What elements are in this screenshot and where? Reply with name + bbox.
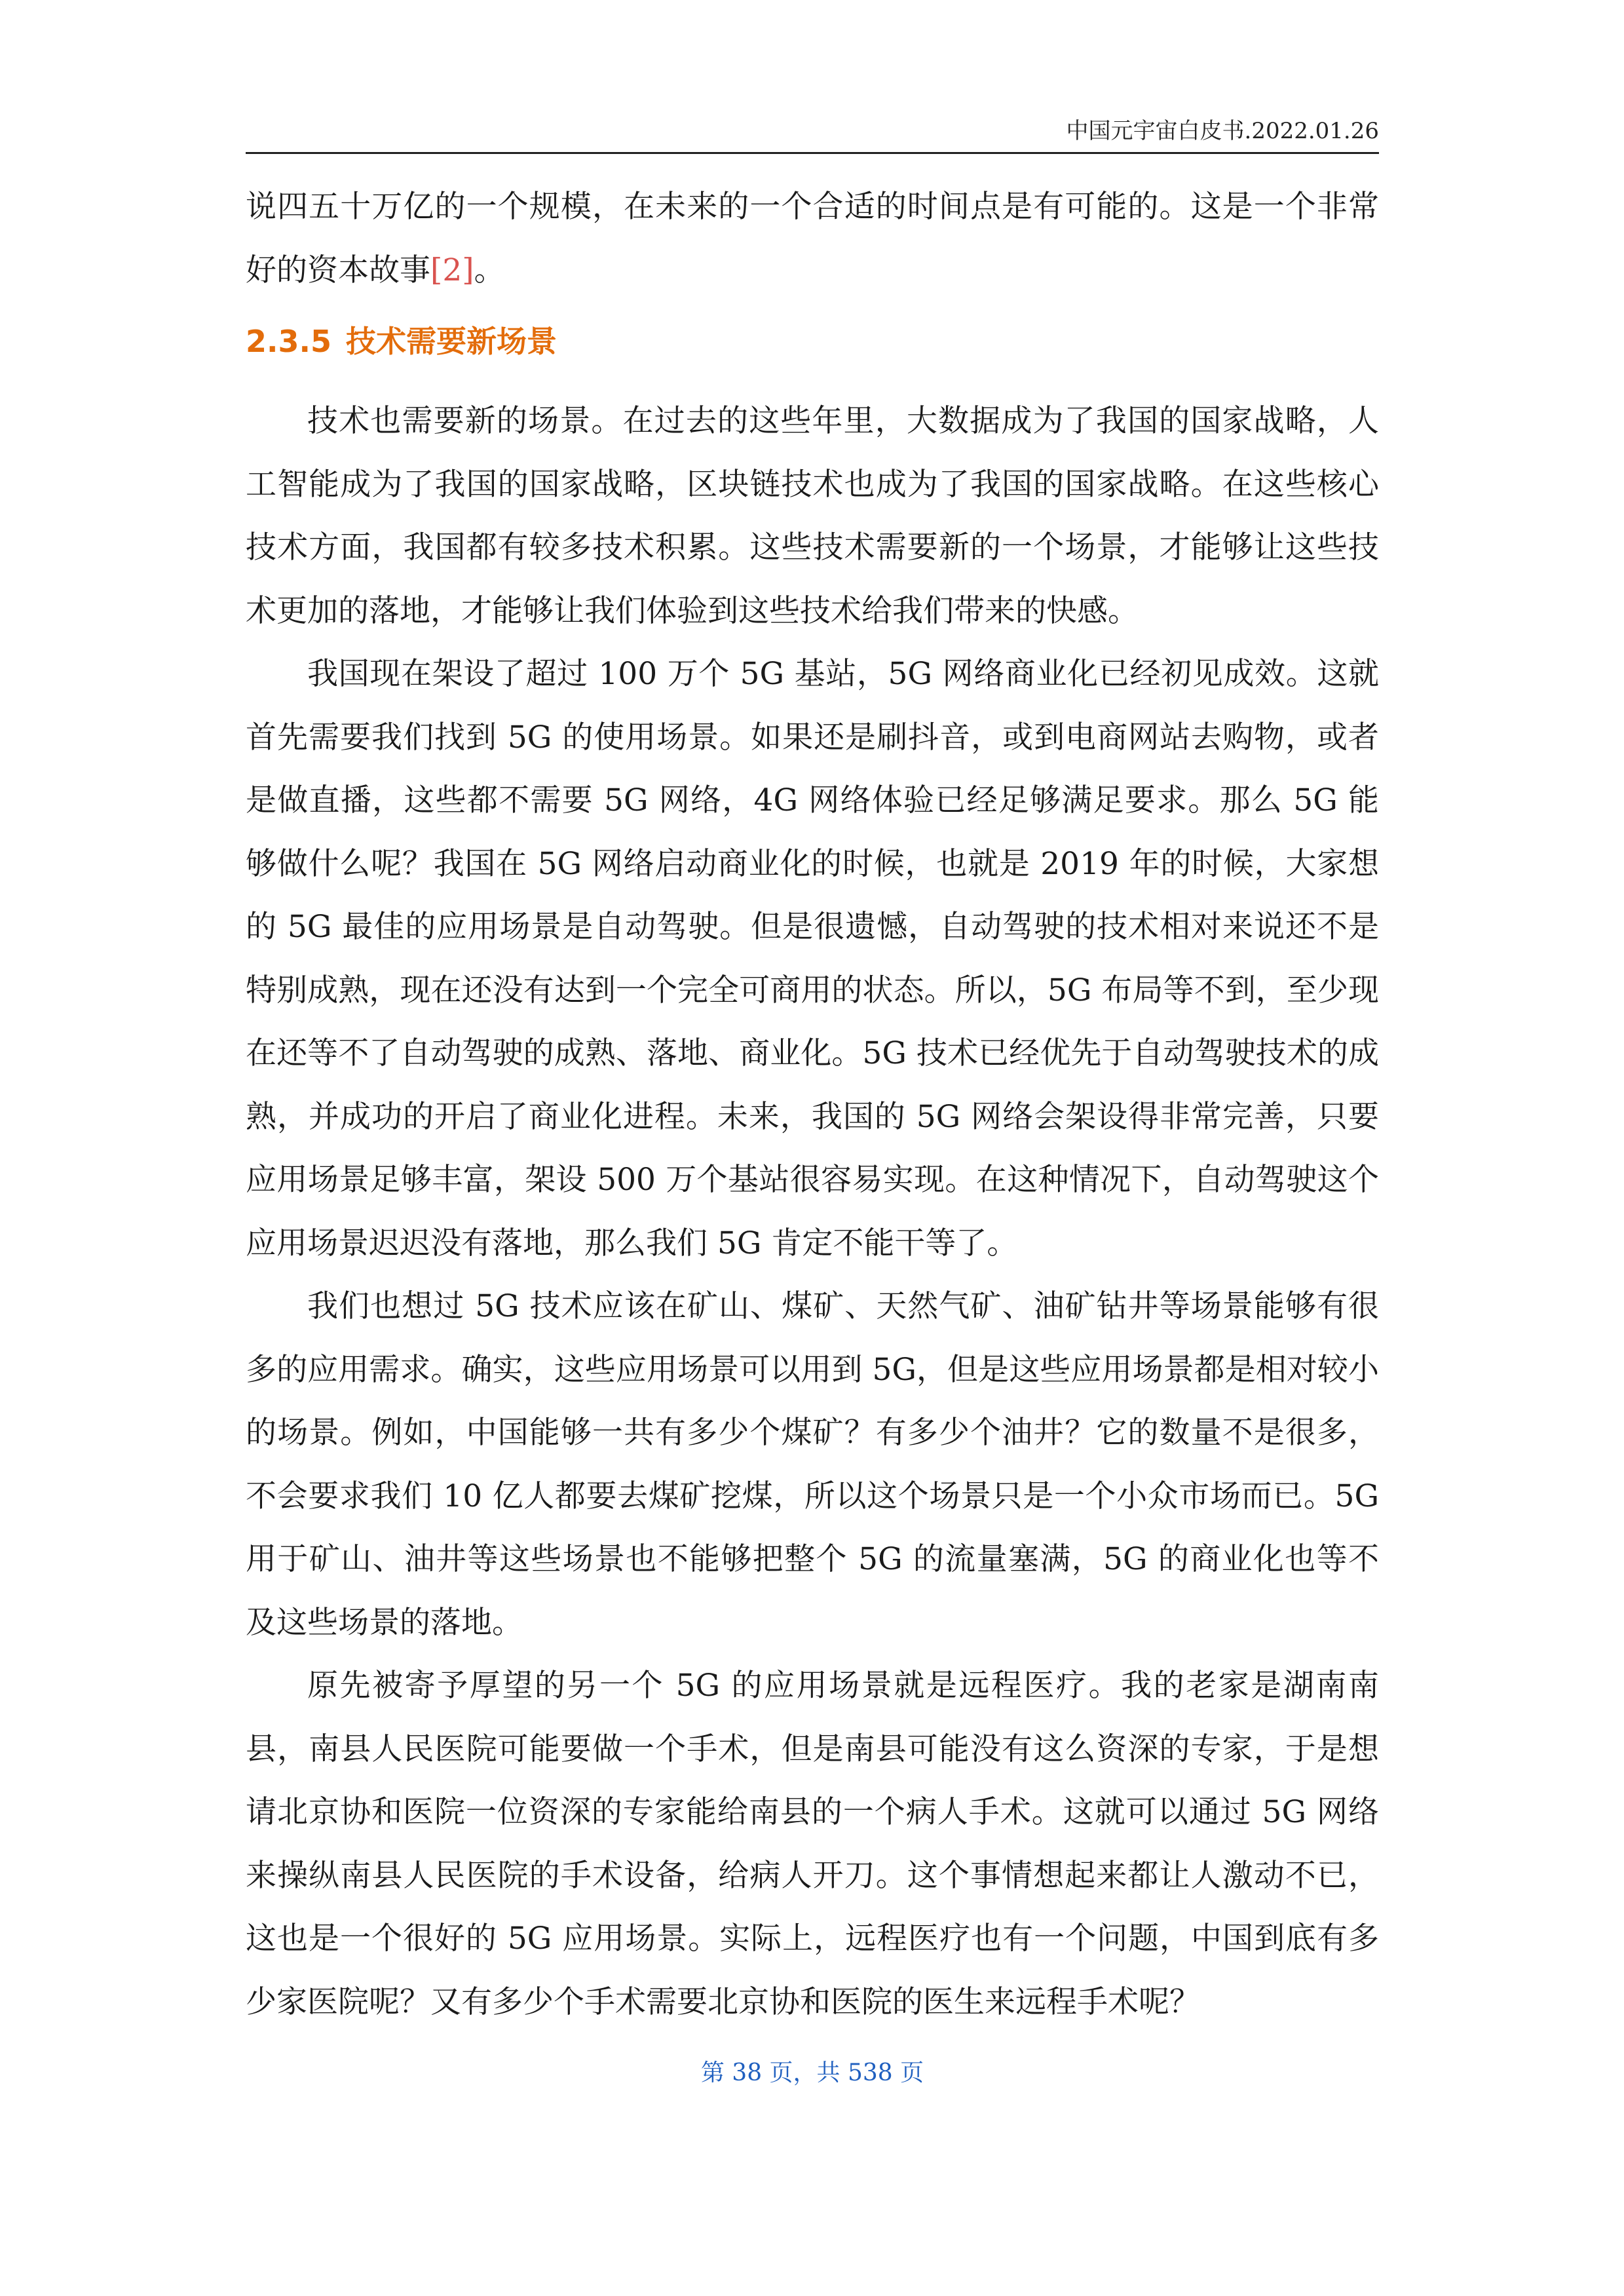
body-paragraph-2: 我国现在架设了超过 100 万个 5G 基站，5G 网络商业化已经初见成效。这就首先需要我们找到 5G 的使用场景。如果还是刷抖音，或到电商网站去购物，或者是做直播，这些都不需要 5G 网络，4G 网络体验已经足够满足要求。那么 5G 能够做什么呢？我国在 5G 网络启动商业化的时候，也就是 2019 年的时候，大家想的 5G 最佳的应用场景是自动驾驶。但是很遗憾，自动驾驶的技术相对来说还不是特别成熟，现在还没有达到一个完全可商用的状态。所以，5G 布局等不到，至少现在还等不了自动驾驶的成熟、落地、商业化。5G 技术已经优先于自动驾驶技术的成熟，并成功的开启了商业化进程。未来，我国的 5G 网络会架设得非常完善，只要应用场景足够丰富，架设 500 万个基站很容易实现。在这种情况下，自动驾驶这个应用场景迟迟没有落地，那么我们 5G 肯定不能干等了。 <box>246 656 1379 1261</box>
intro-paragraph <box>246 176 1379 302</box>
intro-tail: 。 <box>474 252 505 288</box>
page-number: 第 38 页，共 538 页 <box>700 2059 924 2086</box>
intro-text: 说四五十万亿的一个规模，在未来的一个合适的时间点是有可能的。这是一个非常好的资本故事 <box>246 189 1379 288</box>
section-heading <box>246 310 1379 373</box>
body-paragraph-1: 技术也需要新的场景。在过去的这些年里，大数据成为了我国的国家战略，人工智能成为了我国的国家战略，区块链技术也成为了我国的国家战略。在这些核心技术方面，我国都有较多技术积累。这些技术需要新的一个场景，才能够让这些技术更加的落地，才能够让我们体验到这些技术给我们带来的快感。 <box>246 403 1379 629</box>
section-number: 2.3.5 <box>246 324 331 359</box>
page-header <box>246 110 1379 154</box>
citation-link[interactable]: [2] <box>430 252 474 288</box>
header-title: 中国元宇宙白皮书.2022.01.26 <box>1066 118 1379 144</box>
page-body <box>246 176 1379 2034</box>
page-footer <box>246 2054 1379 2093</box>
body-paragraph-4: 原先被寄予厚望的另一个 5G 的应用场景就是远程医疗。我的老家是湖南南县，南县人民医院可能要做一个手术，但是南县可能没有这么资深的专家，于是想请北京协和医院一位资深的专家能给南县的一个病人手术。这就可以通过 5G 网络来操纵南县人民医院的手术设备，给病人开刀。这个事情想起来都让人激动不已，这也是一个很好的 5G 应用场景。实际上，远程医疗也有一个问题，中国到底有多少家医院呢？又有多少个手术需要北京协和医院的医生来远程手术呢？ <box>246 1668 1379 2020</box>
section-title: 技术需要新场景 <box>345 324 557 359</box>
body-paragraph-3: 我们也想过 5G 技术应该在矿山、煤矿、天然气矿、油矿钻井等场景能够有很多的应用需求。确实，这些应用场景可以用到 5G，但是这些应用场景都是相对较小的场景。例如，中国能够一共有多少个煤矿？有多少个油井？它的数量不是很多，不会要求我们 10 亿人都要去煤矿挖煤，所以这个场景只是一个小众市场而已。5G 用于矿山、油井等这些场景也不能够把整个 5G 的流量塞满，5G 的商业化也等不及这些场景的落地。 <box>246 1288 1379 1641</box>
